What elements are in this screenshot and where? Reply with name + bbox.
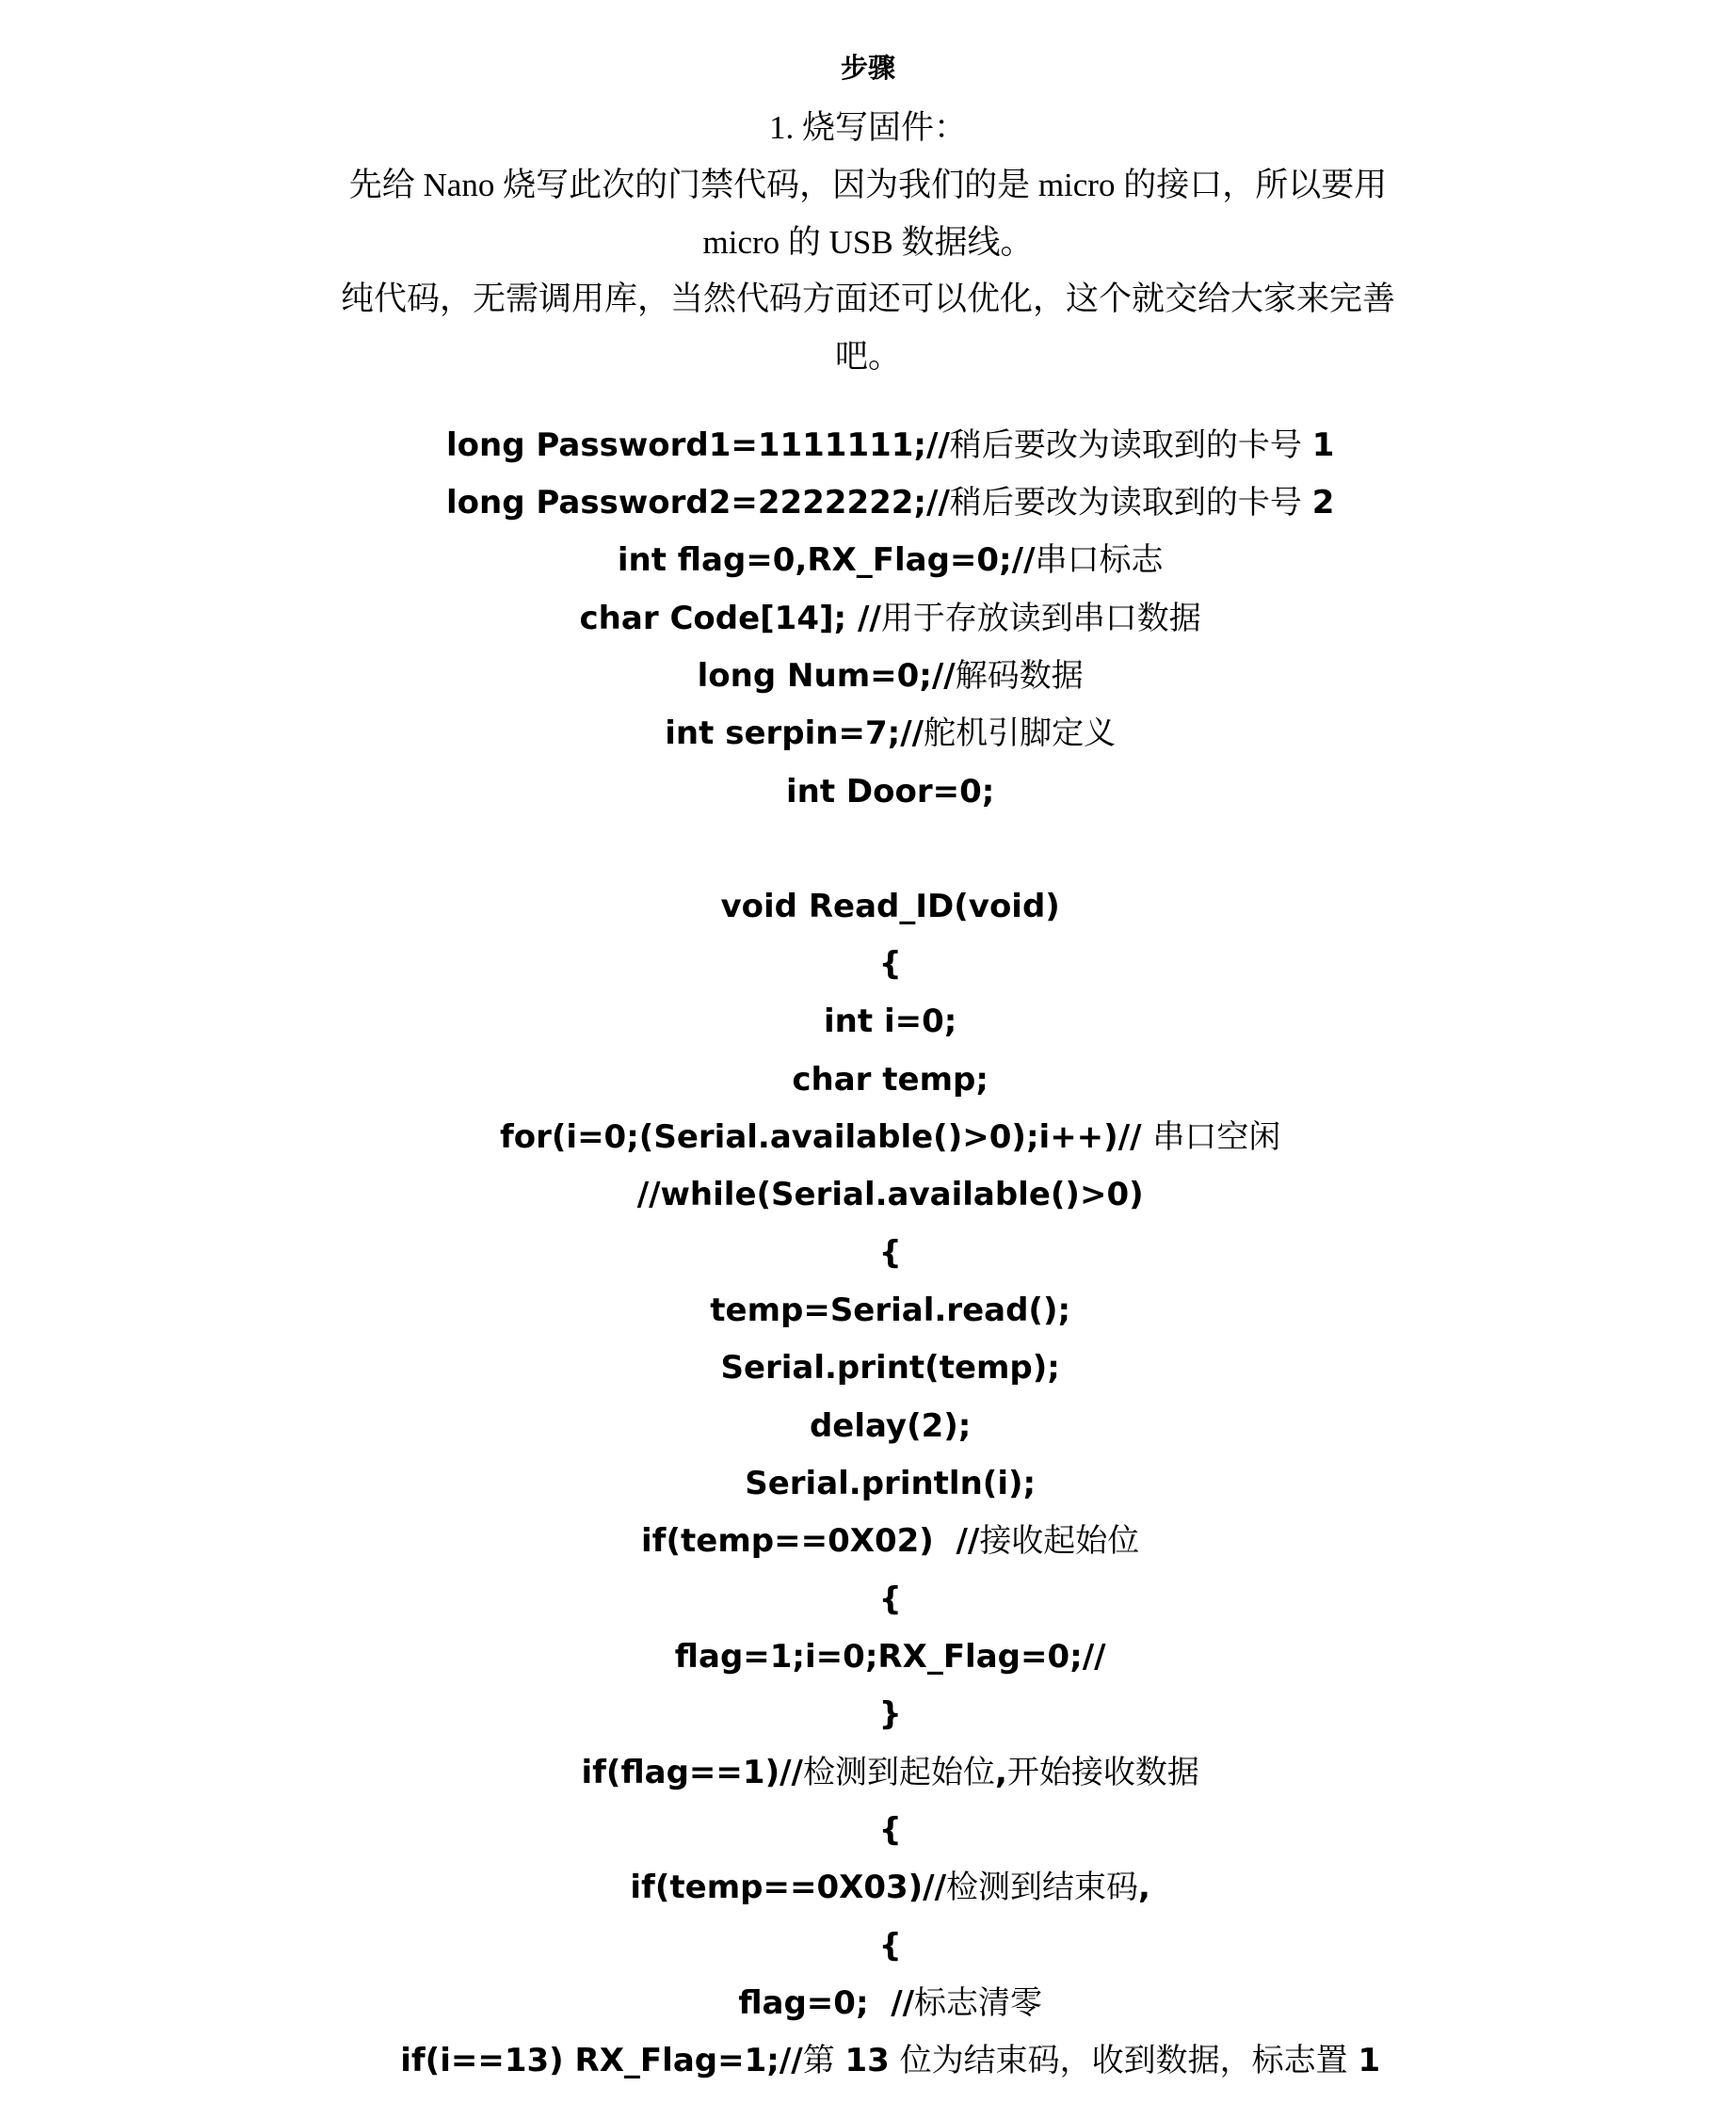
- code-text: int serpin=7;//: [665, 714, 924, 752]
- code-text: {: [878, 1234, 902, 1272]
- code-text: delay(2);: [809, 1407, 972, 1445]
- code-text: if(i==13) RX_Flag=1;//: [400, 2042, 803, 2079]
- code-text: long Num=0;//: [697, 657, 956, 695]
- code-text: 1: [1311, 426, 1335, 464]
- code-comment: 用于存放读到串口数据: [880, 600, 1201, 637]
- code-comment: 解码数据: [955, 657, 1084, 695]
- code-comment: 检测到起始位: [802, 1754, 995, 1791]
- code-text: void Read_ID(void): [720, 888, 1060, 925]
- code-comment: 舵机引脚定义: [924, 714, 1117, 752]
- code-text: ,: [994, 1754, 1007, 1791]
- code-comment: 稍后要改为读取到的卡号: [949, 426, 1312, 464]
- code-text: ,: [1138, 1869, 1150, 1906]
- code-comment: 标志清零: [914, 1984, 1043, 2022]
- code-text: 13: [844, 2042, 890, 2079]
- code-text: //while(Serial.available()>0): [636, 1176, 1144, 1213]
- intro-paragraph-line: micro 的 USB 数据线。: [702, 224, 1034, 261]
- code-comment: 串口标志: [1035, 541, 1164, 579]
- code-comment: 检测到结束码: [946, 1869, 1139, 1906]
- code-comment: 接收起始位: [979, 1522, 1140, 1560]
- code-text: if(temp==0X02) //: [641, 1522, 980, 1560]
- code-text: temp=Serial.read();: [710, 1292, 1071, 1329]
- code-text: long Password2=2222222;//: [446, 484, 950, 521]
- code-line: [0, 2013, 1736, 2109]
- code-text: long Password1=1111111;//: [446, 426, 950, 464]
- code-text: {: [878, 1811, 902, 1849]
- code-comment: 第: [802, 2042, 845, 2079]
- intro-paragraph-line: 吧。: [834, 338, 901, 375]
- code-comment: 稍后要改为读取到的卡号: [949, 484, 1312, 521]
- code-text: }: [878, 1695, 902, 1733]
- code-text: for(i=0;(Serial.available()>0);i++)//: [499, 1118, 1153, 1156]
- code-text: flag=1;i=0;RX_Flag=0;//: [674, 1638, 1106, 1676]
- code-text: int i=0;: [824, 1003, 957, 1040]
- code-comment: 位为结束码，收到数据，标志置: [889, 2042, 1358, 2079]
- code-text: int Door=0;: [785, 773, 995, 810]
- code-text: Serial.print(temp);: [720, 1349, 1060, 1387]
- page-heading: 步骤: [840, 52, 895, 84]
- code-text: {: [878, 1580, 902, 1618]
- code-text: Serial.println(i);: [745, 1465, 1037, 1502]
- code-text: int flag=0,RX_Flag=0;//: [617, 541, 1036, 579]
- code-text: if(flag==1)//: [581, 1754, 803, 1791]
- code-text: {: [878, 945, 902, 983]
- code-text: flag=0; //: [738, 1984, 915, 2022]
- code-line: [0, 744, 1736, 840]
- step-title: 1. 烧写固件：: [768, 109, 967, 146]
- code-text: char temp;: [792, 1061, 989, 1099]
- code-text: 1: [1358, 2042, 1381, 2079]
- code-comment: 开始接收数据: [1006, 1754, 1199, 1791]
- intro-paragraph-line: 先给 Nano 烧写此次的门禁代码，因为我们的是 micro 的接口，所以要用: [348, 167, 1388, 203]
- code-text: 2: [1311, 484, 1335, 521]
- code-text: if(temp==0X03)//: [630, 1869, 947, 1906]
- code-text: {: [878, 1927, 902, 1965]
- code-text: char Code[14]; //: [579, 600, 881, 637]
- code-comment: 串口空闲: [1152, 1118, 1281, 1156]
- intro-paragraph-line: 纯代码，无需调用库，当然代码方面还可以优化，这个就交给大家来完善: [340, 281, 1395, 317]
